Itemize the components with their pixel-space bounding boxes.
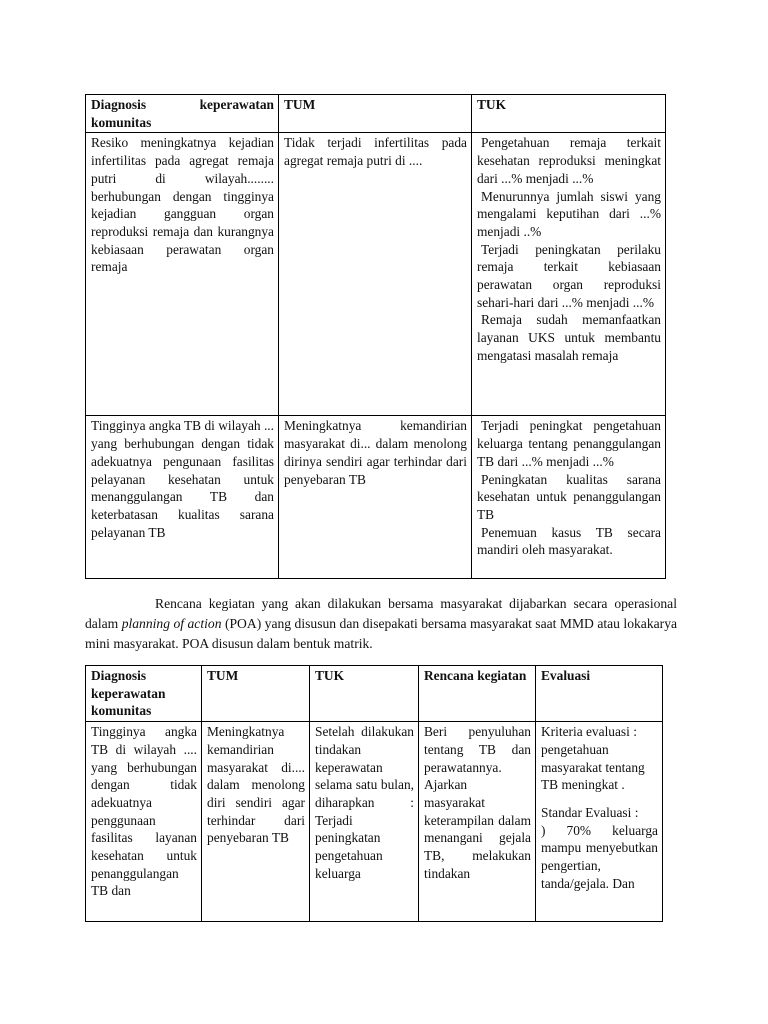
table-row — [86, 416, 666, 579]
header-diagnosis: Diagnosis keperawatan komunitas — [86, 95, 279, 133]
table-row — [86, 722, 663, 922]
italic-term: planning of action — [121, 616, 222, 631]
body-paragraph — [85, 594, 677, 654]
cell-evaluasi — [536, 722, 663, 922]
evaluasi-standard-text: ) 70% keluarga mampu menyebutkan pengertian, tanda/gejala. Dan — [541, 822, 658, 891]
header-tuk: TUK — [310, 666, 419, 722]
header-tuk: TUK — [472, 95, 666, 133]
cell-tuk — [472, 416, 666, 579]
evaluasi-standard-label: Standar Evaluasi : — [541, 804, 639, 820]
header-rencana-kegiatan: Rencana kegiatan — [419, 666, 536, 722]
tuk-item: Terjadi peningkatan perilaku remaja terkait kebiasaan perawatan organ reproduksi sehari-hari dari ...% menjadi ...% — [477, 241, 661, 310]
header-tum: TUM — [202, 666, 310, 722]
table-diagnosis-tum-tuk — [85, 94, 666, 579]
cell-tum: Tidak terjadi infertilitas pada agregat remaja putri di .... — [279, 133, 472, 416]
tuk-item: Penemuan kasus TB secara mandiri oleh masyarakat. — [477, 524, 661, 558]
cell-tuk: Setelah dilakukan tindakan keperawatan selama satu bulan, diharapkan : Terjadi peningkatan pengetahuan keluarga — [310, 722, 419, 922]
header-evaluasi: Evaluasi — [536, 666, 663, 722]
paragraph-text: Rencana kegiatan yang akan dilakukan bersama masyarakat dijabarkan secara operasional dalam planning of action (POA) yang disusun dan disepakati bersama masyarakat saat MMD atau lokakarya mini masyarakat. POA disusun dalam bentuk matrik. — [85, 596, 678, 651]
evaluasi-criteria: Kriteria evaluasi : pengetahuan masyarakat tentang TB meningkat . — [541, 724, 645, 793]
cell-diagnosis: Tingginya angka TB di wilayah ... yang berhubungan dengan tidak adekuatnya pengunaan fasilitas pelayanan kesehatan untuk menanggulangan TB dan keterbatasan kualitas sarana pelayanan TB — [86, 416, 279, 579]
table-poa-matrix — [85, 665, 663, 922]
tuk-item: Remaja sudah memanfaatkan layanan UKS untuk membantu mengatasi masalah remaja — [477, 312, 661, 363]
table-header-row — [86, 95, 666, 133]
cell-diagnosis: Tingginya angka TB di wilayah .... yang berhubungan dengan tidak adekuatnya penggunaan fasilitas layanan kesehatan untuk penanggulangan TB dan — [86, 722, 202, 922]
table-row — [86, 133, 666, 416]
cell-tum: Meningkatnya kemandirian masyarakat di... dalam menolong dirinya sendiri agar terhindar dari penyebaran TB — [279, 416, 472, 579]
table-header-row — [86, 666, 663, 722]
tuk-item: Menurunnya jumlah siswi yang mengalami keputihan dari ...% menjadi ..% — [477, 188, 661, 239]
header-diagnosis: Diagnosis keperawatan komunitas — [86, 666, 202, 722]
cell-tum: Meningkatnya kemandirian masyarakat di.... dalam menolong diri sendiri agar terhindar dari penyebaran TB — [202, 722, 310, 922]
header-tum: TUM — [279, 95, 472, 133]
cell-diagnosis: Resiko meningkatnya kejadian infertilitas pada agregat remaja putri di wilayah........ berhubungan dengan tingginya kejadian gangguan organ reproduksi remaja dan kurangnya kebiasaan perawatan organ remaja — [86, 133, 279, 416]
tuk-item: Peningkatan kualitas sarana kesehatan untuk penanggulangan TB — [477, 471, 661, 522]
cell-rencana-kegiatan: Beri penyuluhan tentang TB dan perawatannya. Ajarkan masyarakat keterampilan dalam menangani gejala TB, melakukan tindakan — [419, 722, 536, 922]
tuk-item: Pengetahuan remaja terkait kesehatan reproduksi meningkat dari ...% menjadi ...% — [477, 135, 661, 186]
tuk-item: Terjadi peningkat pengetahuan keluarga tentang penanggulangan TB dari ...% menjadi ...% — [477, 418, 661, 469]
cell-tuk — [472, 133, 666, 416]
